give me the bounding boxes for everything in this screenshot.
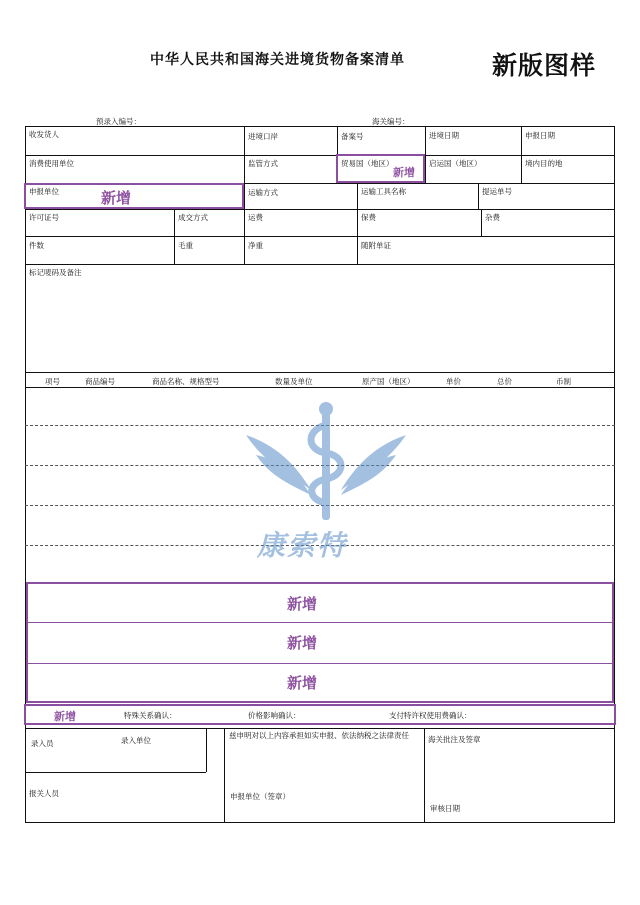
col-commodity-name: 商品名称、规格型号	[152, 377, 220, 386]
packages-label: 件数	[29, 241, 44, 250]
col-commodity-code: 商品编号	[85, 377, 115, 386]
pre-entry-number-label: 预录入编号：	[96, 117, 141, 126]
new-version-badge: 新版图样	[492, 51, 597, 80]
price-impact-confirm-label: 价格影响确认：	[248, 711, 301, 720]
customs-number-label: 海关编号：	[372, 117, 410, 126]
consignee-label: 收发货人	[29, 130, 59, 139]
special-relation-confirm-label: 特殊关系确认：	[124, 711, 177, 720]
declaring-unit-label: 申报单位	[29, 187, 59, 196]
new-tag-row-1: 新增	[287, 595, 318, 613]
new-row-divider	[28, 622, 612, 623]
insurance-label: 保费	[361, 213, 376, 222]
departure-country-label: 启运国（地区）	[429, 159, 482, 168]
new-tag-row-2: 新增	[287, 634, 318, 652]
supervision-mode-label: 监管方式	[248, 159, 278, 168]
entry-date-label: 进境日期	[429, 131, 459, 140]
royalty-confirm-label: 支付特许权使用费确认：	[389, 711, 472, 720]
freight-label: 运费	[248, 213, 263, 222]
new-tag-row-3: 新增	[287, 674, 318, 692]
col-item-no: 项号	[45, 377, 60, 386]
new-field-highlight-declaring-unit	[24, 183, 244, 209]
domestic-destination-label: 境内目的地	[525, 159, 563, 168]
new-row-divider	[28, 663, 612, 664]
col-unit-price: 单价	[446, 377, 461, 386]
new-goods-rows-highlight	[26, 582, 614, 703]
new-tag-declaring-unit: 新增	[101, 189, 132, 207]
declaring-unit-signature-label: 申报单位（签章）	[230, 792, 290, 801]
new-tag-confirmation: 新增	[54, 710, 76, 723]
transaction-mode-label: 成交方式	[178, 213, 208, 222]
misc-fee-label: 杂费	[485, 213, 500, 222]
col-origin-country: 原产国（地区）	[362, 377, 415, 386]
declaration-date-label: 申报日期	[525, 131, 555, 140]
entry-clerk-label: 录入员	[31, 739, 54, 748]
consumer-unit-label: 消费使用单位	[29, 159, 74, 168]
review-date-label: 审核日期	[430, 804, 460, 813]
col-currency: 币制	[556, 377, 571, 386]
bill-of-lading-label: 提运单号	[482, 187, 512, 196]
transport-vehicle-label: 运输工具名称	[361, 187, 406, 196]
attached-documents-label: 随附单证	[361, 241, 391, 250]
col-quantity-unit: 数量及单位	[275, 377, 313, 386]
license-number-label: 许可证号	[29, 213, 59, 222]
record-number-label: 备案号	[341, 132, 364, 141]
new-confirmation-row-highlight	[24, 704, 616, 725]
declarant-label: 报关人员	[29, 789, 59, 798]
net-weight-label: 净重	[248, 241, 263, 250]
trade-country-label: 贸易国（地区）	[341, 159, 394, 168]
new-tag-trade-country: 新增	[393, 166, 415, 179]
watermark-text: 康索特	[257, 529, 348, 562]
gross-weight-label: 毛重	[178, 241, 193, 250]
col-total-price: 总价	[497, 377, 512, 386]
declaration-statement: 兹申明对以上内容承担如实申报、依法纳税之法律责任	[229, 731, 409, 740]
entry-unit-label: 录入单位	[121, 736, 151, 745]
transport-mode-label: 运输方式	[248, 188, 278, 197]
entry-port-label: 进境口岸	[248, 132, 278, 141]
marks-remarks-label: 标记唛码及备注	[29, 268, 82, 277]
form-title: 中华人民共和国海关进境货物备案清单	[150, 52, 405, 68]
customs-note-label: 海关批注及签章	[428, 735, 481, 744]
